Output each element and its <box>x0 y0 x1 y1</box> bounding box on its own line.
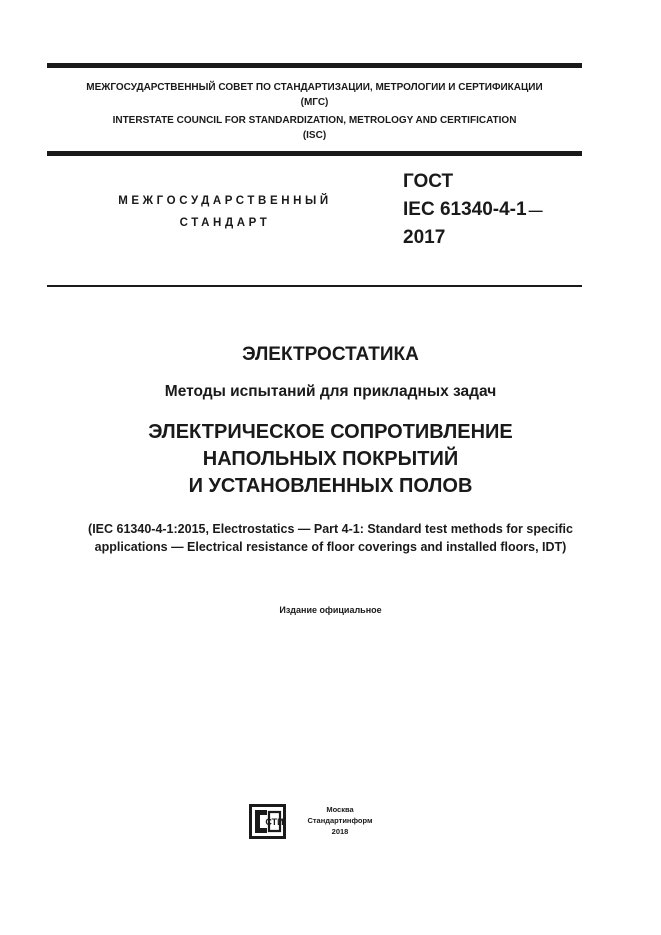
bottom-rule <box>47 285 582 287</box>
publisher-city: Москва <box>326 805 354 814</box>
standard-designation <box>403 168 543 252</box>
council-ru <box>47 80 582 110</box>
designation-year: 2017 <box>403 227 446 248</box>
iec-reference-line2: applications — Electrical resistance of floor coverings and installed floors, IDT) <box>94 540 567 554</box>
part-title-line1: ЭЛЕКТРИЧЕСКОЕ СОПРОТИВЛЕНИЕ <box>148 421 513 443</box>
council-ru-abbr: (МГС) <box>300 97 329 108</box>
designation-prefix: ГОСТ <box>403 171 454 192</box>
logo-text: СТИ <box>265 817 284 827</box>
designation-number: IEC 61340-4-1 <box>403 199 527 220</box>
publisher-year: 2018 <box>331 827 349 836</box>
standard-type-line2: СТАНДАРТ <box>179 217 271 229</box>
designation-number-line <box>403 196 543 224</box>
designation-dash: — <box>528 202 543 218</box>
middle-rule <box>47 151 582 156</box>
top-rule <box>47 63 582 68</box>
part-title-line2: НАПОЛЬНЫХ ПОКРЫТИЙ <box>202 448 459 470</box>
publisher-name: Стандартинформ <box>307 816 373 825</box>
document-title: ЭЛЕКТРОСТАТИКА <box>242 344 419 365</box>
council-en-name: INTERSTATE COUNCIL FOR STANDARDIZATION, METROLOGY AND CERTIFICATION <box>112 115 517 126</box>
document-subtitle: Методы испытаний для прикладных задач <box>164 383 497 400</box>
iec-reference-line1: (IEC 61340-4-1:2015, Electrostatics — Part 4-1: Standard test methods for specific <box>88 522 573 536</box>
part-title-line3: И УСТАНОВЛЕННЫХ ПОЛОВ <box>188 475 473 497</box>
council-ru-name: МЕЖГОСУДАРСТВЕННЫЙ СОВЕТ ПО СТАНДАРТИЗАЦИИ, МЕТРОЛОГИИ И СЕРТИФИКАЦИИ <box>86 82 543 93</box>
standard-type <box>95 190 355 234</box>
council-en <box>47 113 582 143</box>
document-part-title <box>47 419 614 500</box>
iec-reference <box>40 520 621 556</box>
standard-type-line1: МЕЖГОСУДАРСТВЕННЫЙ <box>118 195 332 207</box>
publisher-imprint <box>295 804 385 837</box>
council-en-abbr: (ISC) <box>302 130 327 141</box>
standartinform-logo-icon <box>249 804 286 839</box>
edition-note: Издание официальное <box>279 605 382 615</box>
